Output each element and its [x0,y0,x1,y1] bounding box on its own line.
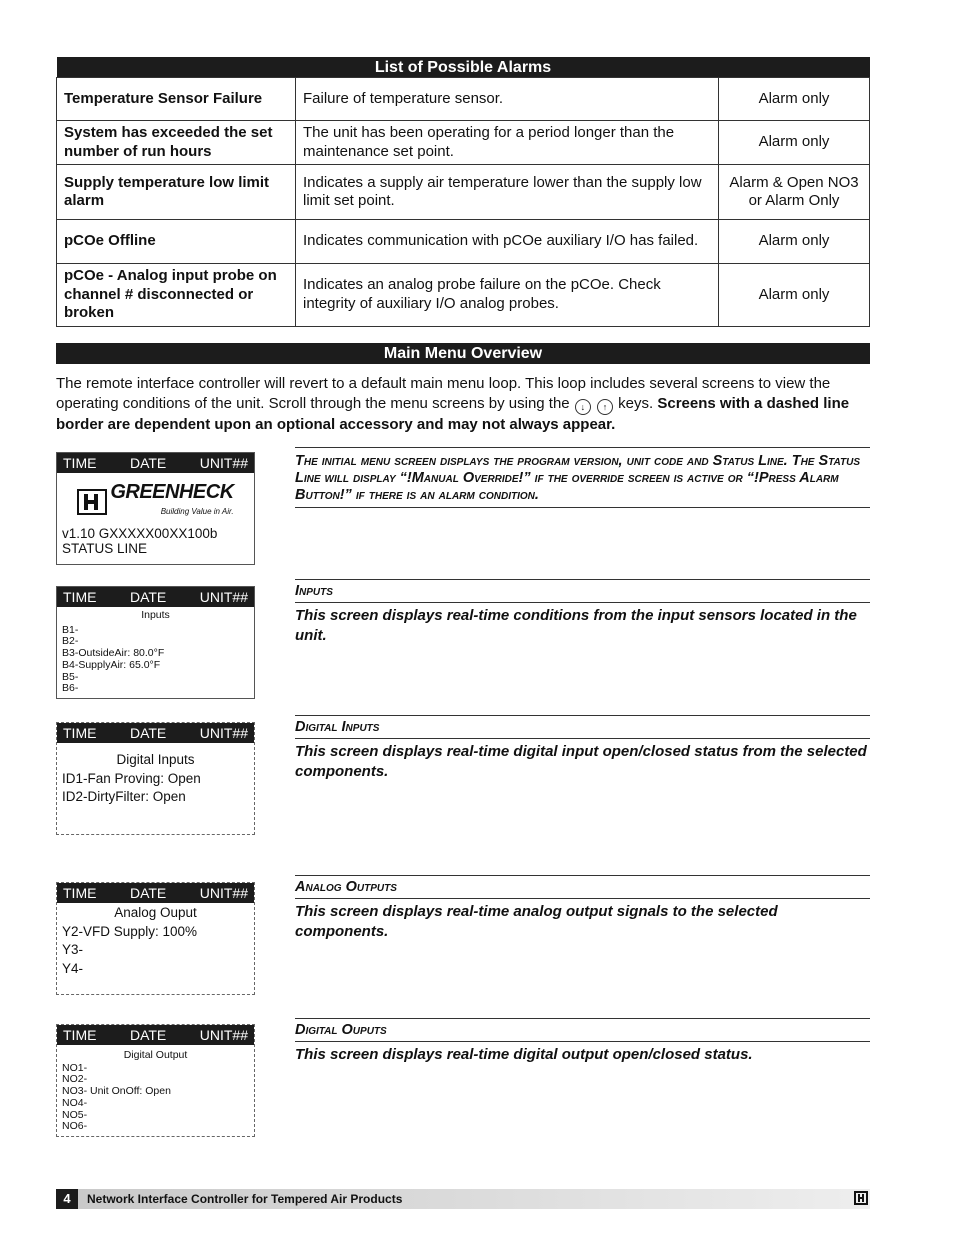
lcd-line: NO5- [62,1108,88,1121]
digital-outputs-text: This screen displays real-time digital output open/closed status. [295,1046,753,1063]
lcd-unit: UNIT## [199,1027,248,1043]
alarms-table [56,57,870,327]
logo-tagline: Building Value in Air. [160,507,234,516]
alarm-name: Supply temperature low limit alarm [57,165,296,220]
lcd-header [57,453,254,473]
intro-text: The remote interface controller will revert to a default main menu loop. This loop includes several screens to view the operating conditions of the unit. Scroll through the menu screens by using the [56,375,831,412]
intro-text-keys: keys. [618,394,654,412]
alarm-action: Alarm only [719,264,870,327]
table-row [57,165,870,220]
alarm-description: Indicates communication with pCOe auxiliary I/O has failed. [296,220,719,264]
down-arrow-key-icon: ↓ [575,399,591,415]
lcd-line: B3-OutsideAir: 80.0°F [62,647,165,660]
initial-screen-heading: The initial menu screen displays the program version, unit code and Status Line. The Status Line will display “!Manual Override!” if the override screen is active or “!Press Alarm Button!” if there is an alarm condition. [295,447,870,508]
lcd-line: NO1- [62,1061,88,1074]
alarm-description: Failure of temperature sensor. [296,78,719,121]
lcd-title: Analog Ouput [114,905,197,920]
lcd-title: Digital Output [123,1049,188,1061]
digital-inputs-text: This screen displays real-time digital input open/closed status from the selected components. [295,743,867,780]
alarm-description: The unit has been operating for a period longer than the maintenance set point. [296,121,719,165]
lcd-date: DATE [129,725,167,741]
digital-inputs-description [295,715,870,781]
lcd-unit: UNIT## [199,725,248,741]
alarm-name: pCOe - Analog input probe on channel # disconnected or broken [57,264,296,327]
lcd-header [57,587,254,607]
lcd-line: STATUS LINE [62,541,148,556]
lcd-line: ID1-Fan Proving: Open [62,770,201,786]
lcd-line: NO2- [62,1073,88,1086]
lcd-date: DATE [129,885,167,901]
lcd-unit: UNIT## [199,455,248,471]
lcd-title: Inputs [141,609,170,621]
alarm-name: System has exceeded the set number of run hours [57,121,296,165]
lcd-line: Y3- [62,942,84,957]
lcd-time: TIME [63,725,97,741]
inputs-description [295,579,870,645]
lcd-line: Y4- [62,960,84,976]
main-menu-title: Main Menu Overview [56,343,870,364]
lcd-date: DATE [129,1027,167,1043]
lcd-line: B6- [62,682,79,695]
lcd-time: TIME [63,885,97,901]
alarm-description: Indicates a supply air temperature lower than the supply low limit set point. [296,165,719,220]
inputs-heading: Inputs [295,579,870,603]
lcd-date: DATE [129,455,167,471]
greenheck-logo [62,482,249,522]
digital-outputs-heading: Digital Ouputs [295,1018,870,1042]
table-row [57,78,870,121]
lcd-line: NO6- [62,1120,88,1133]
up-arrow-key-icon: ↑ [597,399,613,415]
alarm-action: Alarm only [719,78,870,121]
alarm-action: Alarm & Open NO3 or Alarm Only [719,165,870,220]
lcd-date: DATE [129,589,167,605]
greenheck-mark-icon [77,489,107,515]
analog-outputs-description [295,875,870,941]
lcd-time: TIME [63,455,97,471]
alarm-description: Indicates an analog probe failure on the pCOe. Check integrity of auxiliary I/O analog probes. [296,264,719,327]
table-row [57,264,870,327]
logo-text: GREENHECK [110,481,234,503]
lcd-line: B1- [62,623,79,636]
lcd-line: Y2-VFD Supply: 100% [62,923,198,939]
digital-inputs-heading: Digital Inputs [295,715,870,739]
lcd-inputs-screen [56,586,255,699]
lcd-line: B4-SupplyAir: 65.0°F [62,658,161,671]
inputs-text: This screen displays real-time conditions from the input sensors located in the unit. [295,607,857,644]
initial-screen-description [295,447,870,508]
lcd-unit: UNIT## [199,885,248,901]
page-footer [56,1189,870,1209]
lcd-line: v1.10 GXXXXX00XX100b [62,525,218,541]
lcd-title: Digital Inputs [116,752,195,767]
lcd-header [57,883,254,903]
alarm-action: Alarm only [719,220,870,264]
lcd-analog-outputs-screen [56,882,255,995]
lcd-digital-outputs-screen [56,1024,255,1137]
lcd-unit: UNIT## [199,589,248,605]
analog-outputs-text: This screen displays real-time analog output signals to the selected components. [295,903,778,940]
alarms-table-title: List of Possible Alarms [57,57,870,78]
lcd-line: ID2-DirtyFilter: Open [62,789,186,804]
lcd-line: B5- [62,670,79,683]
lcd-line: NO3- Unit OnOff: Open [62,1085,171,1098]
lcd-header [57,723,254,743]
lcd-digital-inputs-screen [56,722,255,835]
intro-paragraph [56,374,870,434]
digital-outputs-description [295,1018,870,1065]
lcd-line: NO4- [62,1096,88,1109]
greenheck-mark-icon [854,1191,868,1205]
alarm-action: Alarm only [719,121,870,165]
page-number: 4 [56,1189,78,1209]
table-row [57,121,870,165]
table-row [57,220,870,264]
analog-outputs-heading: Analog Outputs [295,875,870,899]
alarm-name: pCOe Offline [57,220,296,264]
lcd-time: TIME [63,1027,97,1043]
lcd-header [57,1025,254,1045]
lcd-initial-screen [56,452,255,565]
lcd-time: TIME [63,589,97,605]
footer-title: Network Interface Controller for Tempered Air Products [87,1192,403,1206]
alarm-name: Temperature Sensor Failure [57,78,296,121]
lcd-line: B2- [62,635,79,648]
intro-bold-note: Screens with a dashed line border are dependent upon an optional accessory and may not always appear. [56,394,850,433]
